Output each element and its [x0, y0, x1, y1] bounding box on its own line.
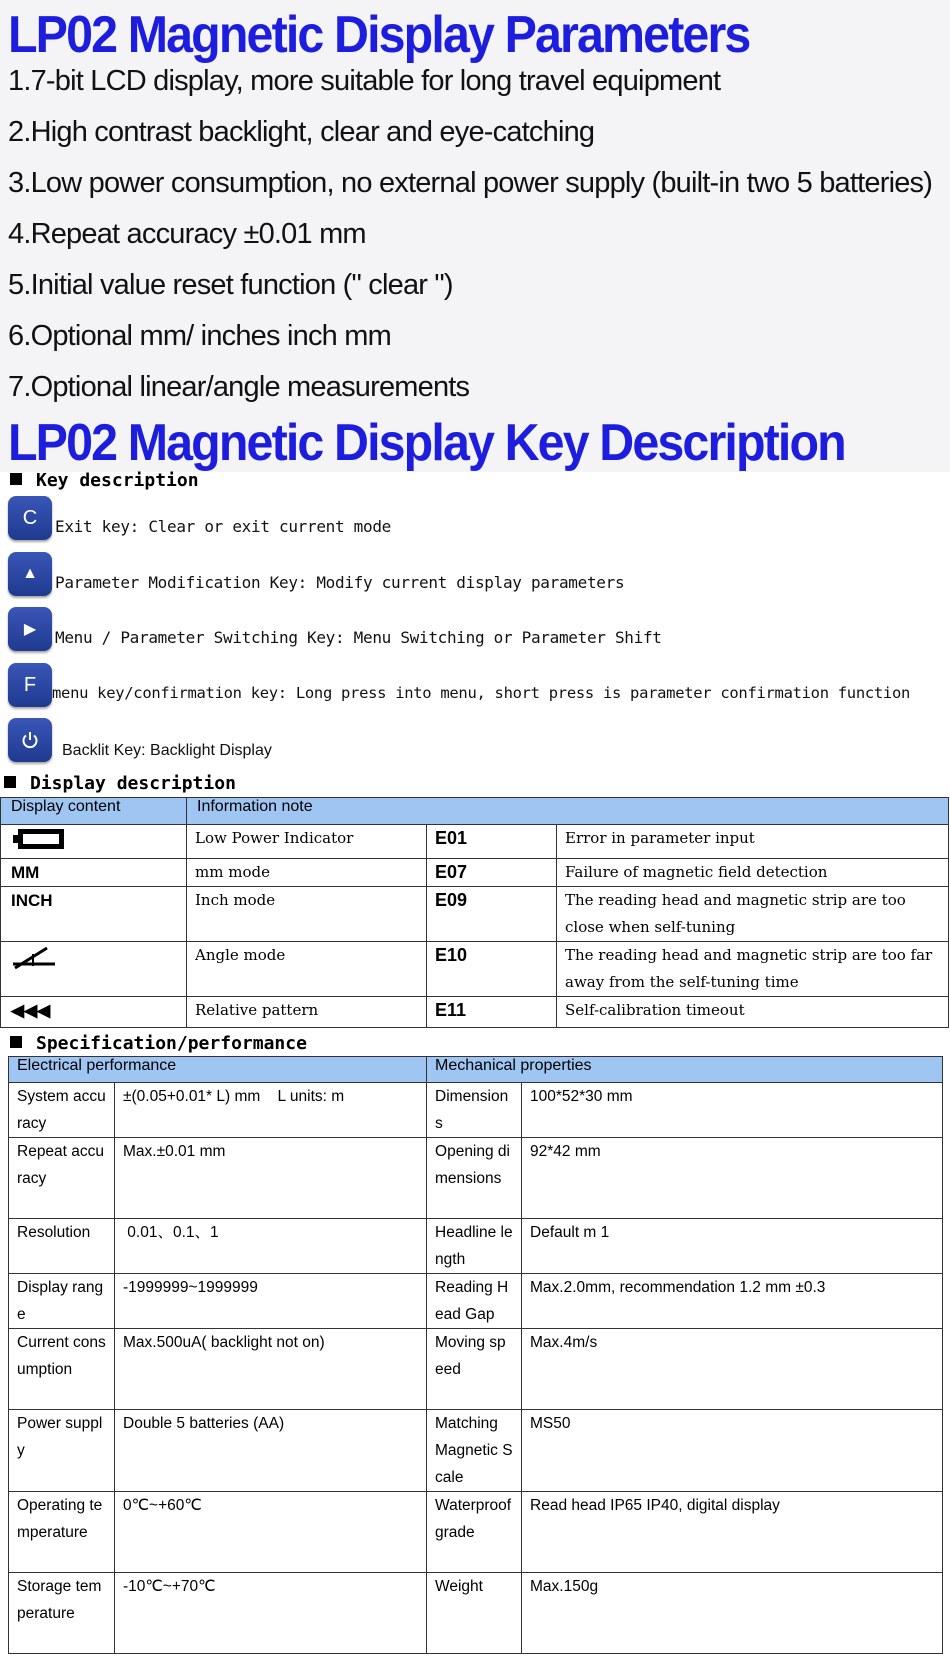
- key-description-heading: Key description: [10, 470, 199, 491]
- table-row: [9, 1492, 943, 1573]
- error-description: Error in parameter input: [557, 825, 949, 859]
- spec-label: Storage temperature: [9, 1573, 115, 1654]
- table-row: [9, 1274, 943, 1329]
- key-description-title: LP02 Magnetic Display Key Description: [8, 414, 845, 472]
- parameter-item: 3.Low power consumption, no external power supply (built-in two 5 batteries): [8, 167, 933, 199]
- spec-value: Max.4m/s: [522, 1329, 943, 1410]
- error-code: E10: [427, 942, 557, 997]
- parameter-item: 5.Initial value reset function (" clear "): [8, 269, 453, 301]
- parameter-item: 6.Optional mm/ inches inch mm: [8, 320, 391, 352]
- table-row: [9, 1219, 943, 1274]
- bullet-square-icon: [4, 776, 16, 788]
- key-description-text: Parameter Modification Key: Modify current display parameters: [55, 573, 625, 592]
- error-code: E11: [427, 997, 557, 1028]
- spec-value: ±(0.05+0.01* L) mm L units: m: [115, 1083, 427, 1138]
- key-description-text: Backlit Key: Backlight Display: [62, 742, 272, 759]
- spec-label: Waterproof grade: [427, 1492, 522, 1573]
- parameter-item: 4.Repeat accuracy ±0.01 mm: [8, 218, 366, 250]
- power-key-icon: [8, 718, 52, 762]
- display-meaning: Low Power Indicator: [187, 825, 427, 859]
- display-meaning: Inch mode: [187, 887, 427, 942]
- table-row: [9, 1083, 943, 1138]
- error-code: E01: [427, 825, 557, 859]
- spec-label: Resolution: [9, 1219, 115, 1274]
- mm-indicator: MM: [1, 859, 187, 887]
- table-row: [1, 859, 949, 887]
- inch-indicator: INCH: [1, 887, 187, 942]
- key-row-right: [8, 607, 943, 657]
- spec-value: Read head IP65 IP40, digital display: [522, 1492, 943, 1573]
- up-arrow-key-icon: ▲: [8, 552, 52, 596]
- spec-value: Max.2.0mm, recommendation 1.2 mm ±0.3: [522, 1274, 943, 1329]
- table-row: [9, 1410, 943, 1492]
- display-description-table: [0, 797, 949, 1028]
- parameters-list: [8, 60, 932, 417]
- parameters-title: LP02 Magnetic Display Parameters: [8, 6, 750, 64]
- parameters-panel: [0, 0, 950, 472]
- parameter-item: 7.Optional linear/angle measurements: [8, 371, 470, 403]
- battery-indicator-icon: [1, 825, 187, 859]
- spec-value: -1999999~1999999: [115, 1274, 427, 1329]
- spec-label: Moving speed: [427, 1329, 522, 1410]
- bullet-square-icon: [10, 1036, 22, 1048]
- table-row: [1, 942, 949, 997]
- key-description-text: menu key/confirmation key: Long press into menu, short press is parameter confirmation function: [52, 684, 911, 702]
- table-row: [1, 825, 949, 859]
- display-description-heading: Display description: [4, 773, 236, 794]
- column-header: Electrical performance: [9, 1057, 427, 1083]
- column-header: Information note: [187, 798, 949, 825]
- right-arrow-key-icon: ▶: [8, 607, 52, 651]
- spec-label: Headline length: [427, 1219, 522, 1274]
- spec-label: Current consumption: [9, 1329, 115, 1410]
- specification-heading: Specification/performance: [10, 1033, 307, 1054]
- error-description: Self-calibration timeout: [557, 997, 949, 1028]
- clear-key-icon: C: [8, 496, 52, 540]
- spec-label: System accuracy: [9, 1083, 115, 1138]
- table-row: [1, 997, 949, 1028]
- spec-label: Operating temperature: [9, 1492, 115, 1573]
- key-row-up: [8, 552, 943, 602]
- table-row: [9, 1138, 943, 1219]
- spec-label: Display range: [9, 1274, 115, 1329]
- column-header: Display content: [1, 798, 187, 825]
- spec-value: Max.500uA( backlight not on): [115, 1329, 427, 1410]
- key-row-clear: [8, 496, 943, 546]
- function-key-icon: F: [8, 663, 52, 707]
- spec-value: 100*52*30 mm: [522, 1083, 943, 1138]
- relative-pattern-indicator: ◀◀◀: [1, 997, 187, 1028]
- display-meaning: Angle mode: [187, 942, 427, 997]
- parameter-item: 1.7-bit LCD display, more suitable for long travel equipment: [8, 65, 721, 97]
- spec-label: Matching Magnetic Scale: [427, 1410, 522, 1492]
- spec-value: 92*42 mm: [522, 1138, 943, 1219]
- table-row: [9, 1573, 943, 1654]
- error-code: E07: [427, 859, 557, 887]
- error-description: The reading head and magnetic strip are too close when self-tuning: [557, 887, 949, 942]
- table-row: [9, 1329, 943, 1410]
- key-row-power: [8, 718, 943, 768]
- spec-label: Repeat accuracy: [9, 1138, 115, 1219]
- key-description-text: Menu / Parameter Switching Key: Menu Switching or Parameter Shift: [55, 628, 662, 647]
- column-header: Mechanical properties: [427, 1057, 943, 1083]
- spec-value: MS50: [522, 1410, 943, 1492]
- spec-value: -10℃~+70℃: [115, 1573, 427, 1654]
- table-row: [1, 887, 949, 942]
- key-description-text: Exit key: Clear or exit current mode: [55, 517, 391, 536]
- spec-label: Dimensions: [427, 1083, 522, 1138]
- angle-indicator-icon: [1, 942, 187, 997]
- key-row-function: [8, 663, 943, 713]
- spec-label: Power supply: [9, 1410, 115, 1492]
- parameter-item: 2.High contrast backlight, clear and eye-catching: [8, 116, 595, 148]
- error-description: The reading head and magnetic strip are too far away from the self-tuning time: [557, 942, 949, 997]
- bullet-square-icon: [10, 473, 22, 485]
- error-description: Failure of magnetic field detection: [557, 859, 949, 887]
- error-code: E09: [427, 887, 557, 942]
- display-meaning: Relative pattern: [187, 997, 427, 1028]
- spec-value: Max.150g: [522, 1573, 943, 1654]
- spec-label: Weight: [427, 1573, 522, 1654]
- display-meaning: mm mode: [187, 859, 427, 887]
- specification-table: [8, 1056, 943, 1654]
- spec-label: Opening dimensions: [427, 1138, 522, 1219]
- spec-label: Reading Head Gap: [427, 1274, 522, 1329]
- spec-value: Double 5 batteries (AA): [115, 1410, 427, 1492]
- spec-value: 0.01、0.1、1: [115, 1219, 427, 1274]
- spec-value: 0℃~+60℃: [115, 1492, 427, 1573]
- spec-value: Max.±0.01 mm: [115, 1138, 427, 1219]
- spec-value: Default m 1: [522, 1219, 943, 1274]
